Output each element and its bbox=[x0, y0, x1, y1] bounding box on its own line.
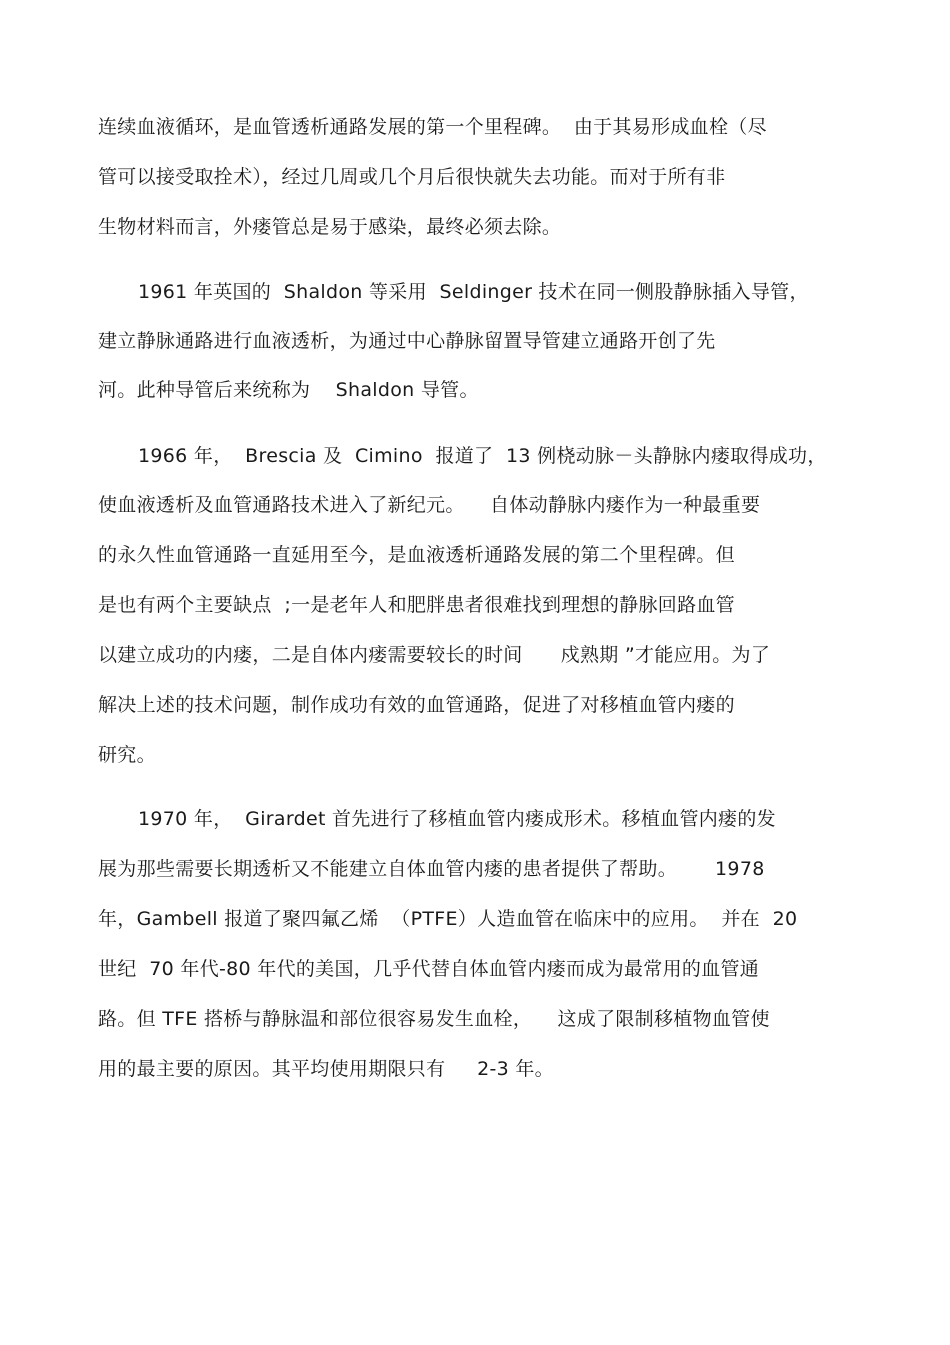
text-line: 用的最主要的原因。其平均使用期限只有 2-3 年。 bbox=[98, 1058, 554, 1080]
text-line: 世纪 70 年代-80 年代的美国，几乎代替自体血管内瘘而成为最常用的血管通 bbox=[98, 958, 760, 980]
text-line: 是也有两个主要缺点 ;一是老年人和肥胖患者很难找到理想的静脉回路血管 bbox=[98, 594, 735, 616]
text-line: 1970 年， Girardet 首先进行了移植血管内瘘成形术。移植血管内瘘的发 bbox=[138, 808, 776, 830]
text-line: 河。此种导管后来统称为 Shaldon 导管。 bbox=[98, 379, 479, 401]
text-line: 管可以接受取拴术），经过几周或几个月后很快就失去功能。而对于所有非 bbox=[98, 166, 726, 188]
text-line: 建立静脉通路进行血液透析，为通过中心静脉留置导管建立通路开创了先 bbox=[98, 330, 716, 352]
text-line: 路。但 TFE 搭桥与静脉温和部位很容易发生血栓， 这成了限制移植物血管使 bbox=[98, 1008, 770, 1030]
text-line: 使血液透析及血管通路技术进入了新纪元。 自体动静脉内瘘作为一种最重要 bbox=[98, 494, 761, 516]
text-line: 年，Gambell 报道了聚四氟乙烯 （PTFE）人造血管在临床中的应用。 并在 20 bbox=[98, 908, 798, 930]
text-line: 的永久性血管通路一直延用至今，是血液透析通路发展的第二个里程碑。但 bbox=[98, 544, 735, 566]
text-line: 1966 年， Brescia 及 Cimino 报道了 13 例桡动脉－头静脉内瘘取得成功， bbox=[138, 445, 827, 467]
text-line: 以建立成功的内瘘，二是自体内瘘需要较长的时间 戍熟期 ”才能应用。为了 bbox=[98, 644, 771, 666]
text-line: 生物材料而言，外瘘管总是易于感染，最终必须去除。 bbox=[98, 216, 562, 238]
text-line: 连续血液循环，是血管透析通路发展的第一个里程碑。 由于其易形成血栓（尽 bbox=[98, 116, 767, 138]
text-line: 解决上述的技术问题，制作成功有效的血管通路，促进了对移植血管内瘘的 bbox=[98, 694, 735, 716]
text-line: 展为那些需要长期透析又不能建立自体血管内瘘的患者提供了帮助。 1978 bbox=[98, 858, 765, 880]
text-line: 研究。 bbox=[98, 744, 156, 766]
text-line: 1961 年英国的 Shaldon 等采用 Seldinger 技术在同一侧股静脉插入导管， bbox=[138, 281, 809, 303]
